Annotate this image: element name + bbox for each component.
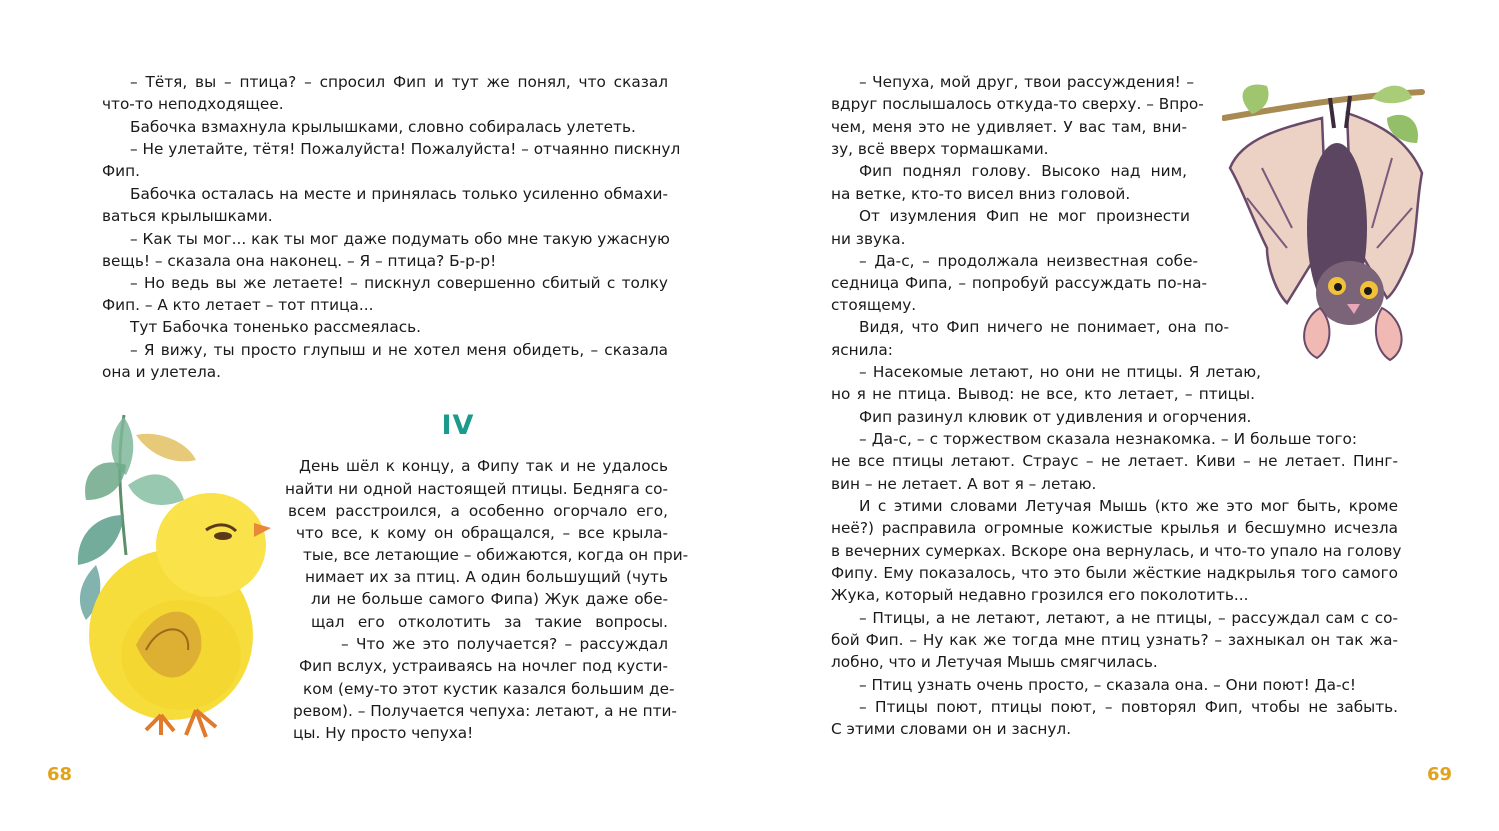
- text-line: Фип разинул клювик от удивления и огорчения.: [859, 408, 1252, 426]
- chapter-text-line: – Что же это получается? – рассуждал: [341, 635, 668, 653]
- chapter-text-line: нимает их за птиц. А один большущий (чуть: [305, 568, 668, 586]
- text-line: стоящему.: [831, 296, 917, 314]
- text-line: Тут Бабочка тоненько рассмеялась.: [130, 318, 421, 336]
- text-line: – Чепуха, мой друг, твои рассуждения! –: [859, 73, 1194, 91]
- page-number: 69: [1427, 764, 1453, 785]
- text-line: неё?) расправила огромные кожистые крылья и бесшумно исчезла: [831, 519, 1398, 537]
- text-line: – Тётя, вы – птица? – спросил Фип и тут же понял, что сказал: [130, 73, 668, 91]
- chapter-title: IV: [441, 410, 475, 441]
- chapter-text-line: ли не больше самого Фипа) Жук даже обе-: [311, 590, 668, 608]
- text-line: Бабочка взмахнула крылышками, словно собиралась улететь.: [130, 118, 636, 136]
- text-line: – Не улетайте, тётя! Пожалуйста! Пожалуйста! – отчаянно пискнул: [130, 140, 681, 158]
- text-line: на ветке, кто-то висел вниз головой.: [831, 185, 1131, 203]
- text-line: вещь! – сказала она наконец. – Я – птица? Б-р-р!: [102, 252, 497, 270]
- text-line: Видя, что Фип ничего не понимает, она по-: [859, 318, 1229, 336]
- text-line: – Да-с, – с торжеством сказала незнакомка. – И больше того:: [859, 430, 1357, 448]
- text-line: Фипу. Ему показалось, что это были жёсткие надкрылья того самого: [831, 564, 1398, 582]
- chapter-text-line: ревом). – Получается чепуха: летают, а не пти-: [293, 702, 677, 720]
- text-line: в вечерних сумерках. Вскоре она вернулась, и что-то упало на голову: [831, 542, 1402, 560]
- chapter-text-line: что все, к кому он обращался, – все крыла-: [296, 524, 668, 542]
- text-line: Фип поднял голову. Высоко над ним,: [859, 162, 1187, 180]
- text-line: – Птиц узнать очень просто, – сказала она. – Они поют! Да-с!: [859, 676, 1357, 694]
- text-line: – Насекомые летают, но они не птицы. Я летаю,: [859, 363, 1261, 381]
- text-line: ни звука.: [831, 230, 906, 248]
- text-line: вдруг послышалось откуда-то сверху. – Впро-: [831, 95, 1204, 113]
- text-line: чем, меня это не удивляет. У вас там, вни-: [831, 118, 1187, 136]
- chapter-text-line: ком (ему-то этот кустик казался большим де-: [303, 680, 675, 698]
- text-line: зу, всё вверх тормашками.: [831, 140, 1049, 158]
- text-line: С этими словами он и заснул.: [831, 720, 1072, 738]
- text-line: яснила:: [831, 341, 893, 359]
- chapter-text-line: День шёл к концу, а Фипу так и не удалось: [299, 457, 668, 475]
- chapter-text-line: тые, все летающие – обижаются, когда он при-: [303, 546, 689, 564]
- text-line: – Да-с, – продолжала неизвестная собе-: [859, 252, 1198, 270]
- bat-illustration: [1222, 78, 1427, 398]
- text-line: что-то неподходящее.: [102, 95, 284, 113]
- chapter-text-line: Фип вслух, устраиваясь на ночлег под кусти-: [299, 657, 668, 675]
- chapter-text-line: всем расстроился, а особенно огорчало его,: [288, 502, 668, 520]
- text-line: И с этими словами Летучая Мышь (кто же это мог быть, кроме: [859, 497, 1398, 515]
- text-line: – Птицы, а не летают, летают, а не птицы, – рассуждал сам с со-: [859, 609, 1398, 627]
- text-line: лобно, что и Летучая Мышь смягчилась.: [831, 653, 1158, 671]
- text-line: вин – не летает. А вот я – летаю.: [831, 475, 1097, 493]
- text-line: она и улетела.: [102, 363, 221, 381]
- text-line: Бабочка осталась на месте и принялась только усиленно обмахи-: [130, 185, 668, 203]
- text-line: Жука, который недавно грозился его поколотить...: [831, 586, 1249, 604]
- page-number: 68: [47, 764, 73, 785]
- text-line: седница Фипа, – попробуй рассуждать по-на-: [831, 274, 1207, 292]
- chick-illustration: [66, 405, 278, 745]
- chapter-text-line: щал его отколотить за такие вопросы.: [311, 613, 668, 631]
- text-line: – Но ведь вы же летаете! – пискнул совершенно сбитый с толку: [130, 274, 668, 292]
- text-line: Фип. – А кто летает – тот птица...: [102, 296, 374, 314]
- text-line: не все птицы летают. Страус – не летает. Киви – не летает. Пинг-: [831, 452, 1398, 470]
- text-line: От изумления Фип не мог произнести: [859, 207, 1190, 225]
- chapter-text-line: цы. Ну просто чепуха!: [293, 724, 474, 742]
- text-line: бой Фип. – Ну как же тогда мне птиц узнать? – захныкал он так жа-: [831, 631, 1398, 649]
- text-line: но я не птица. Вывод: не все, кто летает, – птицы.: [831, 385, 1255, 403]
- text-line: Фип.: [102, 162, 140, 180]
- text-line: ваться крылышками.: [102, 207, 273, 225]
- chapter-text-line: найти ни одной настоящей птицы. Бедняга со-: [285, 480, 668, 498]
- text-line: – Как ты мог... как ты мог даже подумать обо мне такую ужасную: [130, 230, 670, 248]
- text-line: – Я вижу, ты просто глупыш и не хотел меня обидеть, – сказала: [130, 341, 668, 359]
- text-line: – Птицы поют, птицы поют, – повторял Фип, чтобы не забыть.: [859, 698, 1398, 716]
